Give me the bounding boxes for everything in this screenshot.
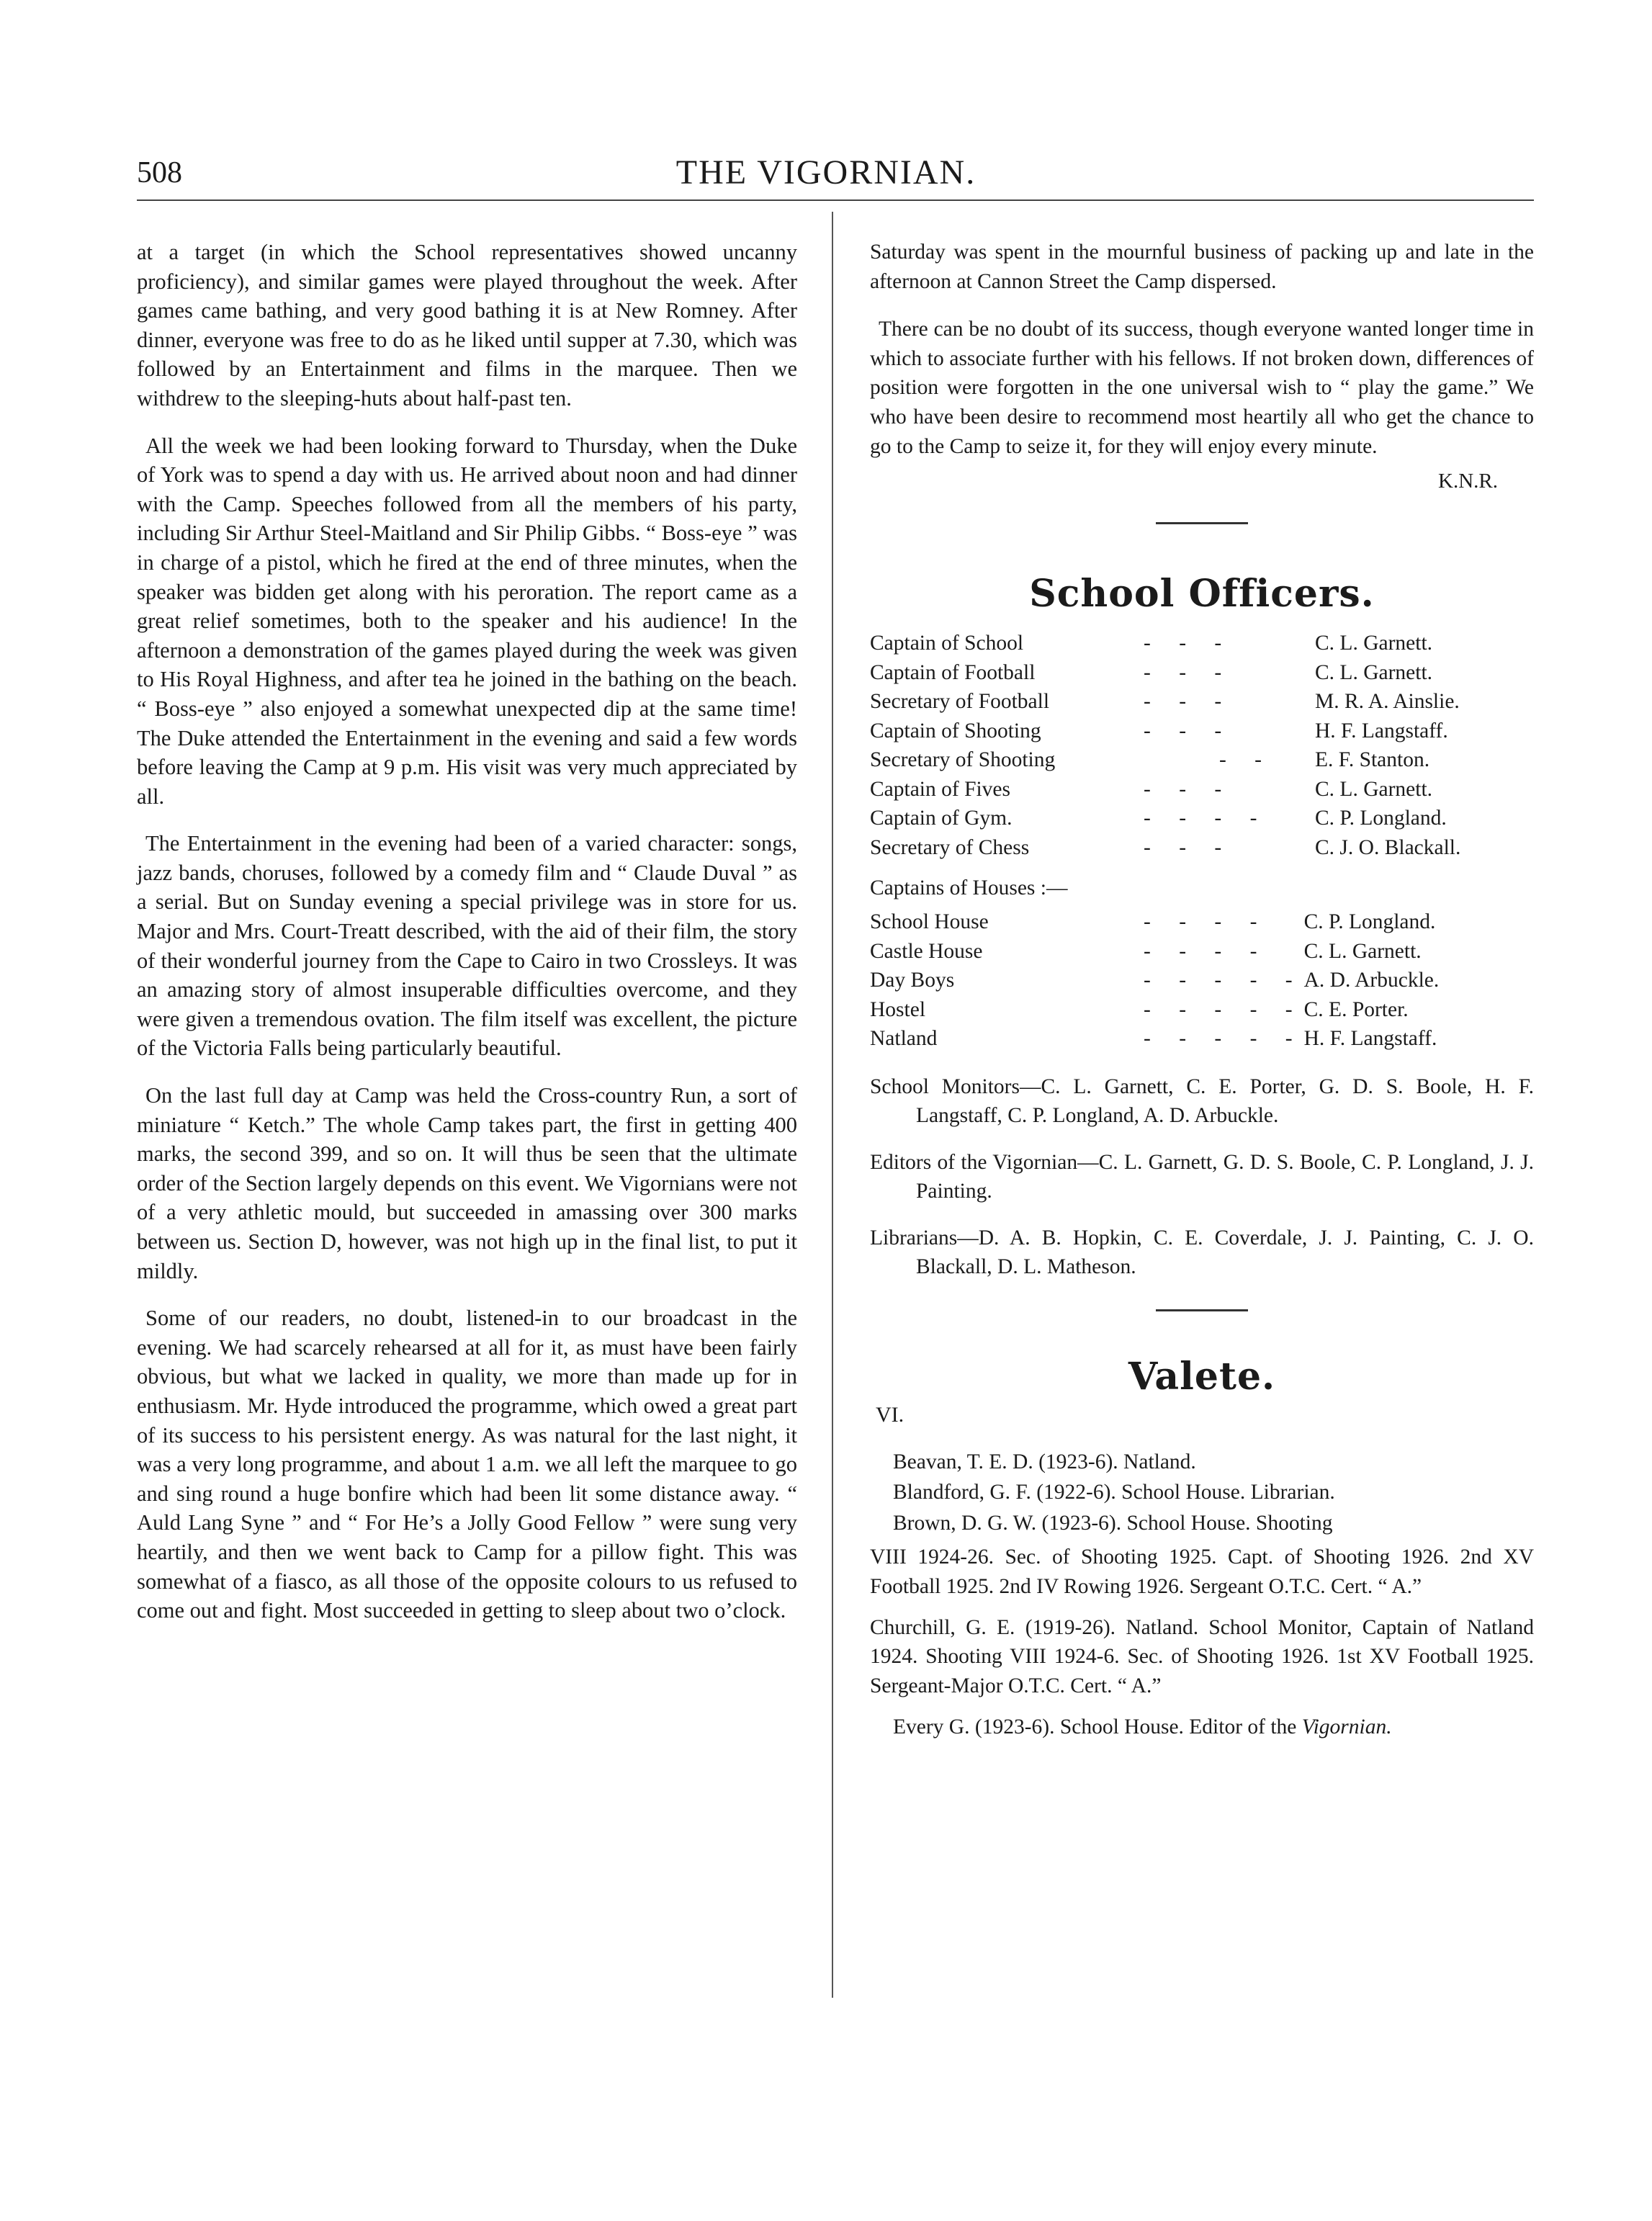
section-divider-rule [1156,1309,1248,1311]
section-divider-rule [1156,522,1248,524]
house-name: Day Boys [870,969,955,992]
officer-name: C. L. Garnett. [1315,777,1433,801]
officer-role: Secretary of Football [870,690,1050,714]
leader-dots: - - - - [1144,910,1269,934]
house-row [870,969,1439,998]
officer-name: M. R. A. Ainslie. [1315,690,1460,714]
leader-dots: - - [1218,748,1273,772]
house-row [870,998,1439,1028]
officer-role: Secretary of Shooting [870,748,1056,772]
leader-dots: - - - [1144,835,1234,859]
valete-entry: Beavan, T. E. D. (1923-6). Natland. [893,1450,1196,1473]
officer-row [870,719,1460,749]
left-column [137,238,797,1643]
leader-dots: - - - [1144,632,1234,655]
officer-name: C. L. Garnett. [1315,632,1433,655]
officer-row [870,836,1460,866]
valete-form-label: VI. [876,1402,904,1427]
header-rule [137,199,1534,201]
leader-dots: - - - - [1144,939,1269,963]
officer-role: Captain of Football [870,660,1036,684]
house-captain-name: C. P. Longland. [1303,910,1436,934]
librarians-list: Librarians—D. A. B. Hopkin, C. E. Coverdale, J. J. Painting, C. J. O. Blackall, D. L. Matheson. [870,1226,1534,1279]
camp-paragraph-2: All the week we had been looking forward to Thursday, when the Duke of York was to spend a day with us. He arrived about noon and had dinner with the Camp. Speeches followed from all the members of his party, including Sir Arthur Steel-Maitland and Sir Philip Gibbs. “ Boss-eye ” was in charge of a pistol, which he fired at the end of three minutes, when the speaker was bidden get along with his peroration. The report came as a great relief sometimes, both to the speaker and his audience! In the afternoon a demonstration of the games played during the week was given to His Royal Highness, and after tea he joined in the bathing on the beach. “ Boss-eye ” also enjoyed a somewhat unexpected dip at the same time! The Duke attended the Entertainment in the evening and said a few words before leaving the Camp at 9 p.m. His visit was very much appreciated by all. [137,433,797,809]
valete-entry: Blandford, G. F. (1922-6). School House. Librarian. [893,1481,1335,1504]
leader-dots: - - - [1144,690,1234,714]
officer-role: Captain of Gym. [870,807,1013,830]
leader-dots: - - - - - [1144,969,1304,992]
valete-entry: Churchill, G. E. (1919-26). Natland. School Monitor, Captain of Natland 1924. Shooting VIII 1924-6. Sec. of Shooting 1926. 1st XV Football 1925. Sergeant-Major O.T.C. Cert. “ A.” [870,1615,1534,1698]
house-row [870,910,1439,940]
school-monitors-list: School Monitors—C. L. Garnett, C. E. Porter, G. D. S. Boole, H. F. Langstaff, C. P. Longland, A. D. Arbuckle. [870,1074,1534,1128]
camp-paragraph-7: There can be no doubt of its success, though everyone wanted longer time in which to associate further with his fellows. If not broken down, differences of position were forgotten in the one universal wish to “ play the game.” We who have been desire to recommend most heartily all who get the chance to go to the Camp to seize it, for they will enjoy every minute. [870,318,1534,458]
camp-paragraph-5: Some of our readers, no doubt, listened-in to our broadcast in the evening. We had scarcely rehearsed at all for it, as must have been fairly obvious, but what we lacked in quality, we more than made up for in enthusiasm. Mr. Hyde introduced the programme, which owed a great part of its success to his persistent energy. As was natural for the last night, it was a very long programme, and about 1 a.m. we all left the marquee to go and sing round a huge bonfire which had been lit some distance away. “ Auld Lang Syne ” and “ For He’s a Jolly Good Fellow ” were sung very heartily, and then we went back to Camp for a pillow fight. This was somewhat of a fiasco, as all those of the opposite colours to us refused to come out and fight. Most succeeded in getting to sleep about two o’clock. [137,1306,797,1623]
officer-role: Secretary of Chess [870,835,1030,859]
house-captain-name: C. E. Porter. [1303,997,1409,1021]
running-title: THE VIGORNIAN. [675,153,977,192]
house-name: Natland [870,1027,938,1051]
house-name: Castle House [870,939,983,963]
camp-paragraph-4: On the last full day at Camp was held the Cross-country Run, a sort of miniature “ Ketch.” The whole Camp takes part, the first in getting 400 marks, the second 399, and so on. It will thus be seen that the ultimate order of the Section largely depends on this event. We Vigornians were not of a very athletic mould, but succeeded in amassing over 300 marks between us. Section D, however, was not high up in the final list, to put it mildly. [137,1083,797,1283]
editors-list: Editors of the Vigornian—C. L. Garnett, G. D. S. Boole, C. P. Longland, J. J. Painting. [870,1150,1534,1203]
officer-name: C. P. Longland. [1315,807,1447,830]
officer-row [870,748,1460,778]
officer-name: C. L. Garnett. [1315,660,1433,684]
publication-title: Vigornian. [1301,1715,1392,1739]
page-number: 508 [137,156,182,189]
house-captain-name: A. D. Arbuckle. [1303,969,1440,992]
camp-paragraph-3: The Entertainment in the evening had been of a varied character: songs, jazz bands, choruses, followed by a comedy film and “ Claude Duval ” as a serial. But on Sunday evening a special privilege was in store for us. Major and Mrs. Court-Treatt described, with the aid of their film, the story of their wonderful journey from the Cape to Cairo in two Crossleys. It was an amazing story of almost insuperable difficulties overcome, and they were given a tremendous ovation. The film itself was excellent, the picture of the Victoria Falls being particularly beautiful. [137,831,797,1061]
officer-name: E. F. Stanton. [1315,748,1430,772]
leader-dots: - - - - - [1144,997,1304,1021]
officer-row [870,778,1460,807]
leader-dots: - - - - - [1144,1027,1304,1051]
house-captain-name: C. L. Garnett. [1303,939,1422,963]
valete-entry [870,1713,1534,1742]
officer-role: Captain of Shooting [870,719,1041,742]
column-divider [832,212,833,1998]
valete-entry-continuation: VIII 1924-26. Sec. of Shooting 1925. Capt. of Shooting 1926. 2nd XV Football 1925. 2nd IV Rowing 1926. Sergeant O.T.C. Cert. “ A.” [870,1545,1534,1598]
leader-dots: - - - - [1144,807,1269,830]
officers-table [870,632,1460,865]
leader-dots: - - - [1144,660,1234,684]
article-signature: K.N.R. [1438,470,1498,493]
house-name: School House [870,910,989,934]
house-row [870,940,1439,969]
house-captain-name: H. F. Langstaff. [1303,1027,1437,1051]
officer-role: Captain of Fives [870,777,1011,801]
officer-row [870,690,1460,719]
officer-name: H. F. Langstaff. [1315,719,1448,742]
officer-row [870,807,1460,836]
officer-role: Captain of School [870,632,1024,655]
camp-paragraph-1: at a target (in which the School representatives showed uncanny proficiency), and similar games were played throughout the week. After games came bathing, and very good bathing it is at New Romney. After dinner, everyone was free to do as he liked until supper at 7.30, which was followed by an Entertainment and films in the marquee. Then we withdrew to the sleeping-huts about half-past ten. [137,240,797,410]
leader-dots: - - - [1144,777,1234,801]
officer-row [870,632,1460,661]
valete-entry: Brown, D. G. W. (1923-6). School House. Shooting [893,1512,1333,1535]
house-captains-table [870,910,1439,1056]
officer-row [870,661,1460,691]
leader-dots: - - - [1144,719,1234,742]
school-officers-heading: School Officers. [1029,572,1375,616]
valete-heading: Valete. [1128,1354,1276,1399]
camp-paragraph-6: Saturday was spent in the mournful business of packing up and late in the afternoon at Cannon Street the Camp dispersed. [870,241,1534,293]
valete-entry-text: Every G. (1923-6). School House. Editor of the [893,1715,1297,1739]
house-row [870,1027,1439,1056]
officer-name: C. J. O. Blackall. [1315,835,1461,859]
right-column [870,238,1534,1754]
house-name: Hostel [870,997,926,1021]
houses-subheading: Captains of Houses :— [870,876,1068,900]
